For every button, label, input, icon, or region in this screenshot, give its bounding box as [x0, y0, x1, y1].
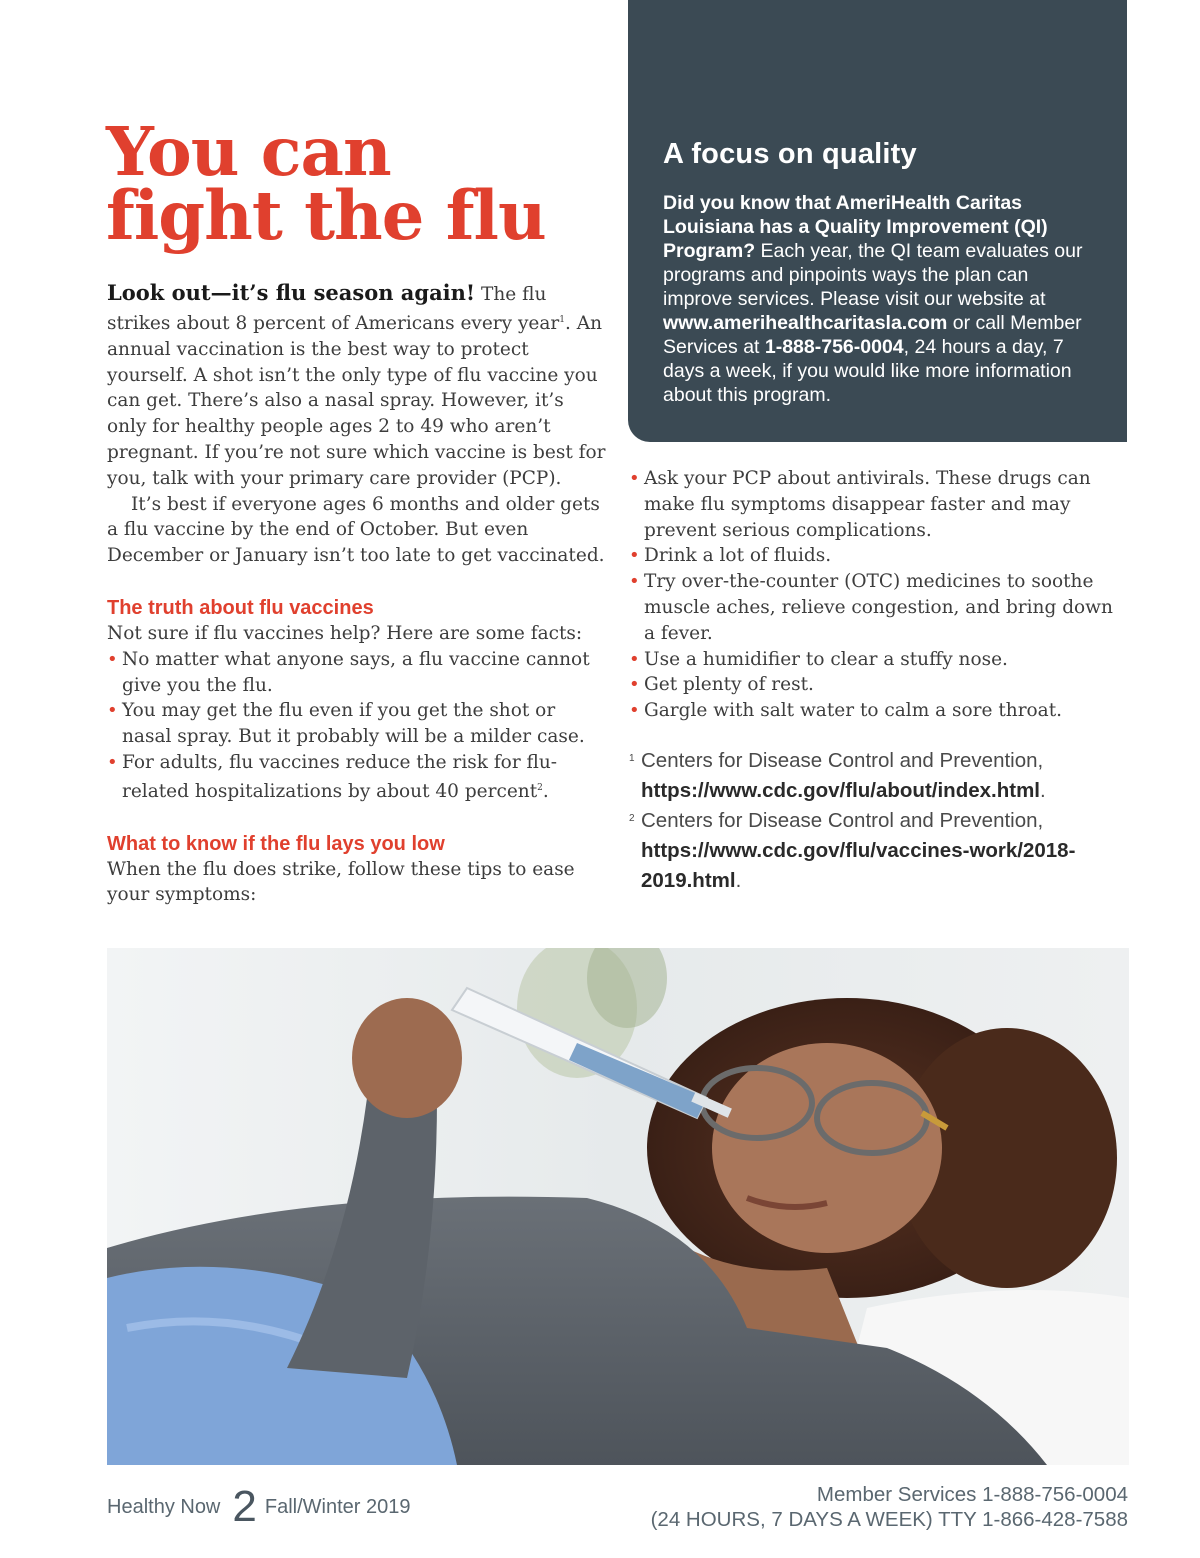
photo-illustration	[107, 948, 1129, 1465]
quality-text-1: Each year, the QI team evaluates our programs and pinpoints ways the plan can improve services. Please visit our website at	[663, 240, 1083, 310]
footnote-source: Centers for Disease Control and Prevention,	[641, 808, 1044, 832]
truth-bullet-3-end: .	[542, 780, 549, 802]
bullet-icon: •	[629, 468, 640, 489]
tip-text: Try over-the-counter (OTC) medicines to soothe muscle aches, relieve congestion, and bring down a fever.	[644, 571, 1113, 644]
bullet-icon: •	[629, 571, 640, 593]
footnotes	[629, 746, 1129, 896]
list-item	[629, 543, 1129, 569]
list-item	[107, 750, 607, 805]
bullet-icon: •	[629, 674, 640, 696]
intro-paragraph	[107, 280, 607, 492]
right-column	[629, 466, 1129, 896]
bullet-icon: •	[629, 648, 640, 670]
article-title	[106, 112, 606, 255]
truth-list	[107, 647, 607, 805]
member-services-line: Member Services 1-888-756-0004	[816, 1483, 1128, 1506]
page-number: 2	[232, 1482, 257, 1531]
bullet-icon: •	[107, 648, 118, 670]
footnote-1	[629, 746, 1129, 806]
title-line-1: You can	[106, 112, 391, 191]
tip-text: Get plenty of rest.	[644, 674, 814, 696]
footnote-end: .	[1040, 778, 1046, 802]
list-item	[107, 647, 607, 699]
quality-text-2: or call Member Services at	[663, 312, 1082, 358]
truth-heading: The truth about flu vaccines	[107, 596, 374, 619]
quality-heading: A focus on quality	[663, 138, 917, 170]
bullet-icon: •	[629, 545, 640, 567]
list-item	[629, 672, 1129, 698]
intro-text-b: . An annual vaccination is the best way to protect yourself. A shot isn’t the only type of flu vaccine you can get. There’s also a nasal spray. However, it’s only for healthy people ages 2 to 49 who aren’t pregnant. If you’re not sure which vaccine is best for you, talk with your primary care provider (PCP).	[107, 312, 606, 489]
tip-text: Gargle with salt water to calm a sore throat.	[644, 700, 1063, 722]
list-item	[629, 466, 1129, 543]
footer-publication	[107, 1482, 411, 1532]
publication-name: Healthy Now	[107, 1495, 221, 1518]
quality-paragraph	[663, 191, 1091, 407]
hours-tty-line: (24 HOURS, 7 DAYS A WEEK) TTY 1-866-428-7588	[650, 1508, 1128, 1531]
footnote-ref-1: 1	[559, 314, 565, 325]
tip-text: Use a humidifier to clear a stuffy nose.	[644, 648, 1008, 670]
list-item	[629, 569, 1129, 646]
quality-callout-box	[628, 0, 1127, 442]
footnote-end: .	[735, 868, 742, 892]
bullet-icon: •	[629, 700, 640, 722]
truth-intro: Not sure if flu vaccines help? Here are some facts:	[107, 622, 583, 644]
intro-lead: Look out—it’s flu season again!	[107, 280, 476, 305]
list-item	[629, 698, 1129, 724]
quality-lead: Did you know that AmeriHealth Caritas Louisiana has a Quality Improvement (QI) Program?	[663, 192, 1048, 262]
flu-low-intro: When the flu does strike, follow these tips to ease your symptoms:	[107, 858, 575, 906]
footnote-number: 2	[629, 812, 635, 824]
quality-text-3: , 24 hours a day, 7 days a week, if you would like more information about this program.	[663, 336, 1072, 406]
flu-low-heading: What to know if the flu lays you low	[107, 832, 445, 855]
sick-woman-photo	[107, 948, 1129, 1465]
issue-label: Fall/Winter 2019	[264, 1495, 411, 1518]
truth-bullet-3: For adults, flu vaccines reduce the risk for flu-related hospitalizations by about 40 percent	[122, 751, 558, 802]
tip-text: Drink a lot of fluids.	[644, 545, 832, 567]
footnote-2	[629, 806, 1129, 896]
quality-phone[interactable]: 1-888-756-0004	[764, 336, 904, 358]
truth-bullet-1: No matter what anyone says, a flu vaccine cannot give you the flu.	[122, 648, 590, 696]
tips-list	[629, 466, 1129, 724]
footer-contact	[651, 1482, 1128, 1532]
footnote-number: 1	[629, 752, 635, 764]
tip-text: Ask your PCP about antivirals. These drugs can make flu symptoms disappear faster and may prevent serious complications.	[644, 468, 1091, 541]
footnote-url-link[interactable]: https://www.cdc.gov/flu/vaccines-work/2018-2019.html	[641, 838, 1076, 892]
bullet-icon: •	[107, 700, 118, 722]
quality-website-link[interactable]: www.amerihealthcaritasla.com	[663, 312, 948, 334]
left-column	[107, 280, 607, 908]
footnote-source: Centers for Disease Control and Prevention,	[641, 748, 1044, 772]
list-item	[629, 647, 1129, 673]
truth-bullet-2: You may get the flu even if you get the shot or nasal spray. But it probably will be a milder case.	[122, 700, 585, 748]
title-line-2: fight the flu	[106, 176, 546, 255]
intro-paragraph-2: It’s best if everyone ages 6 months and older gets a flu vaccine by the end of October. But even December or January isn’t too late to get vaccinated.	[107, 493, 605, 567]
bullet-icon: •	[107, 751, 118, 773]
intro-text-a: The flu strikes about 8 percent of Americans every year	[107, 284, 560, 334]
footnote-url-link[interactable]: https://www.cdc.gov/flu/about/index.html	[641, 778, 1040, 802]
footnote-ref-2: 2	[537, 782, 543, 793]
list-item	[107, 698, 607, 750]
